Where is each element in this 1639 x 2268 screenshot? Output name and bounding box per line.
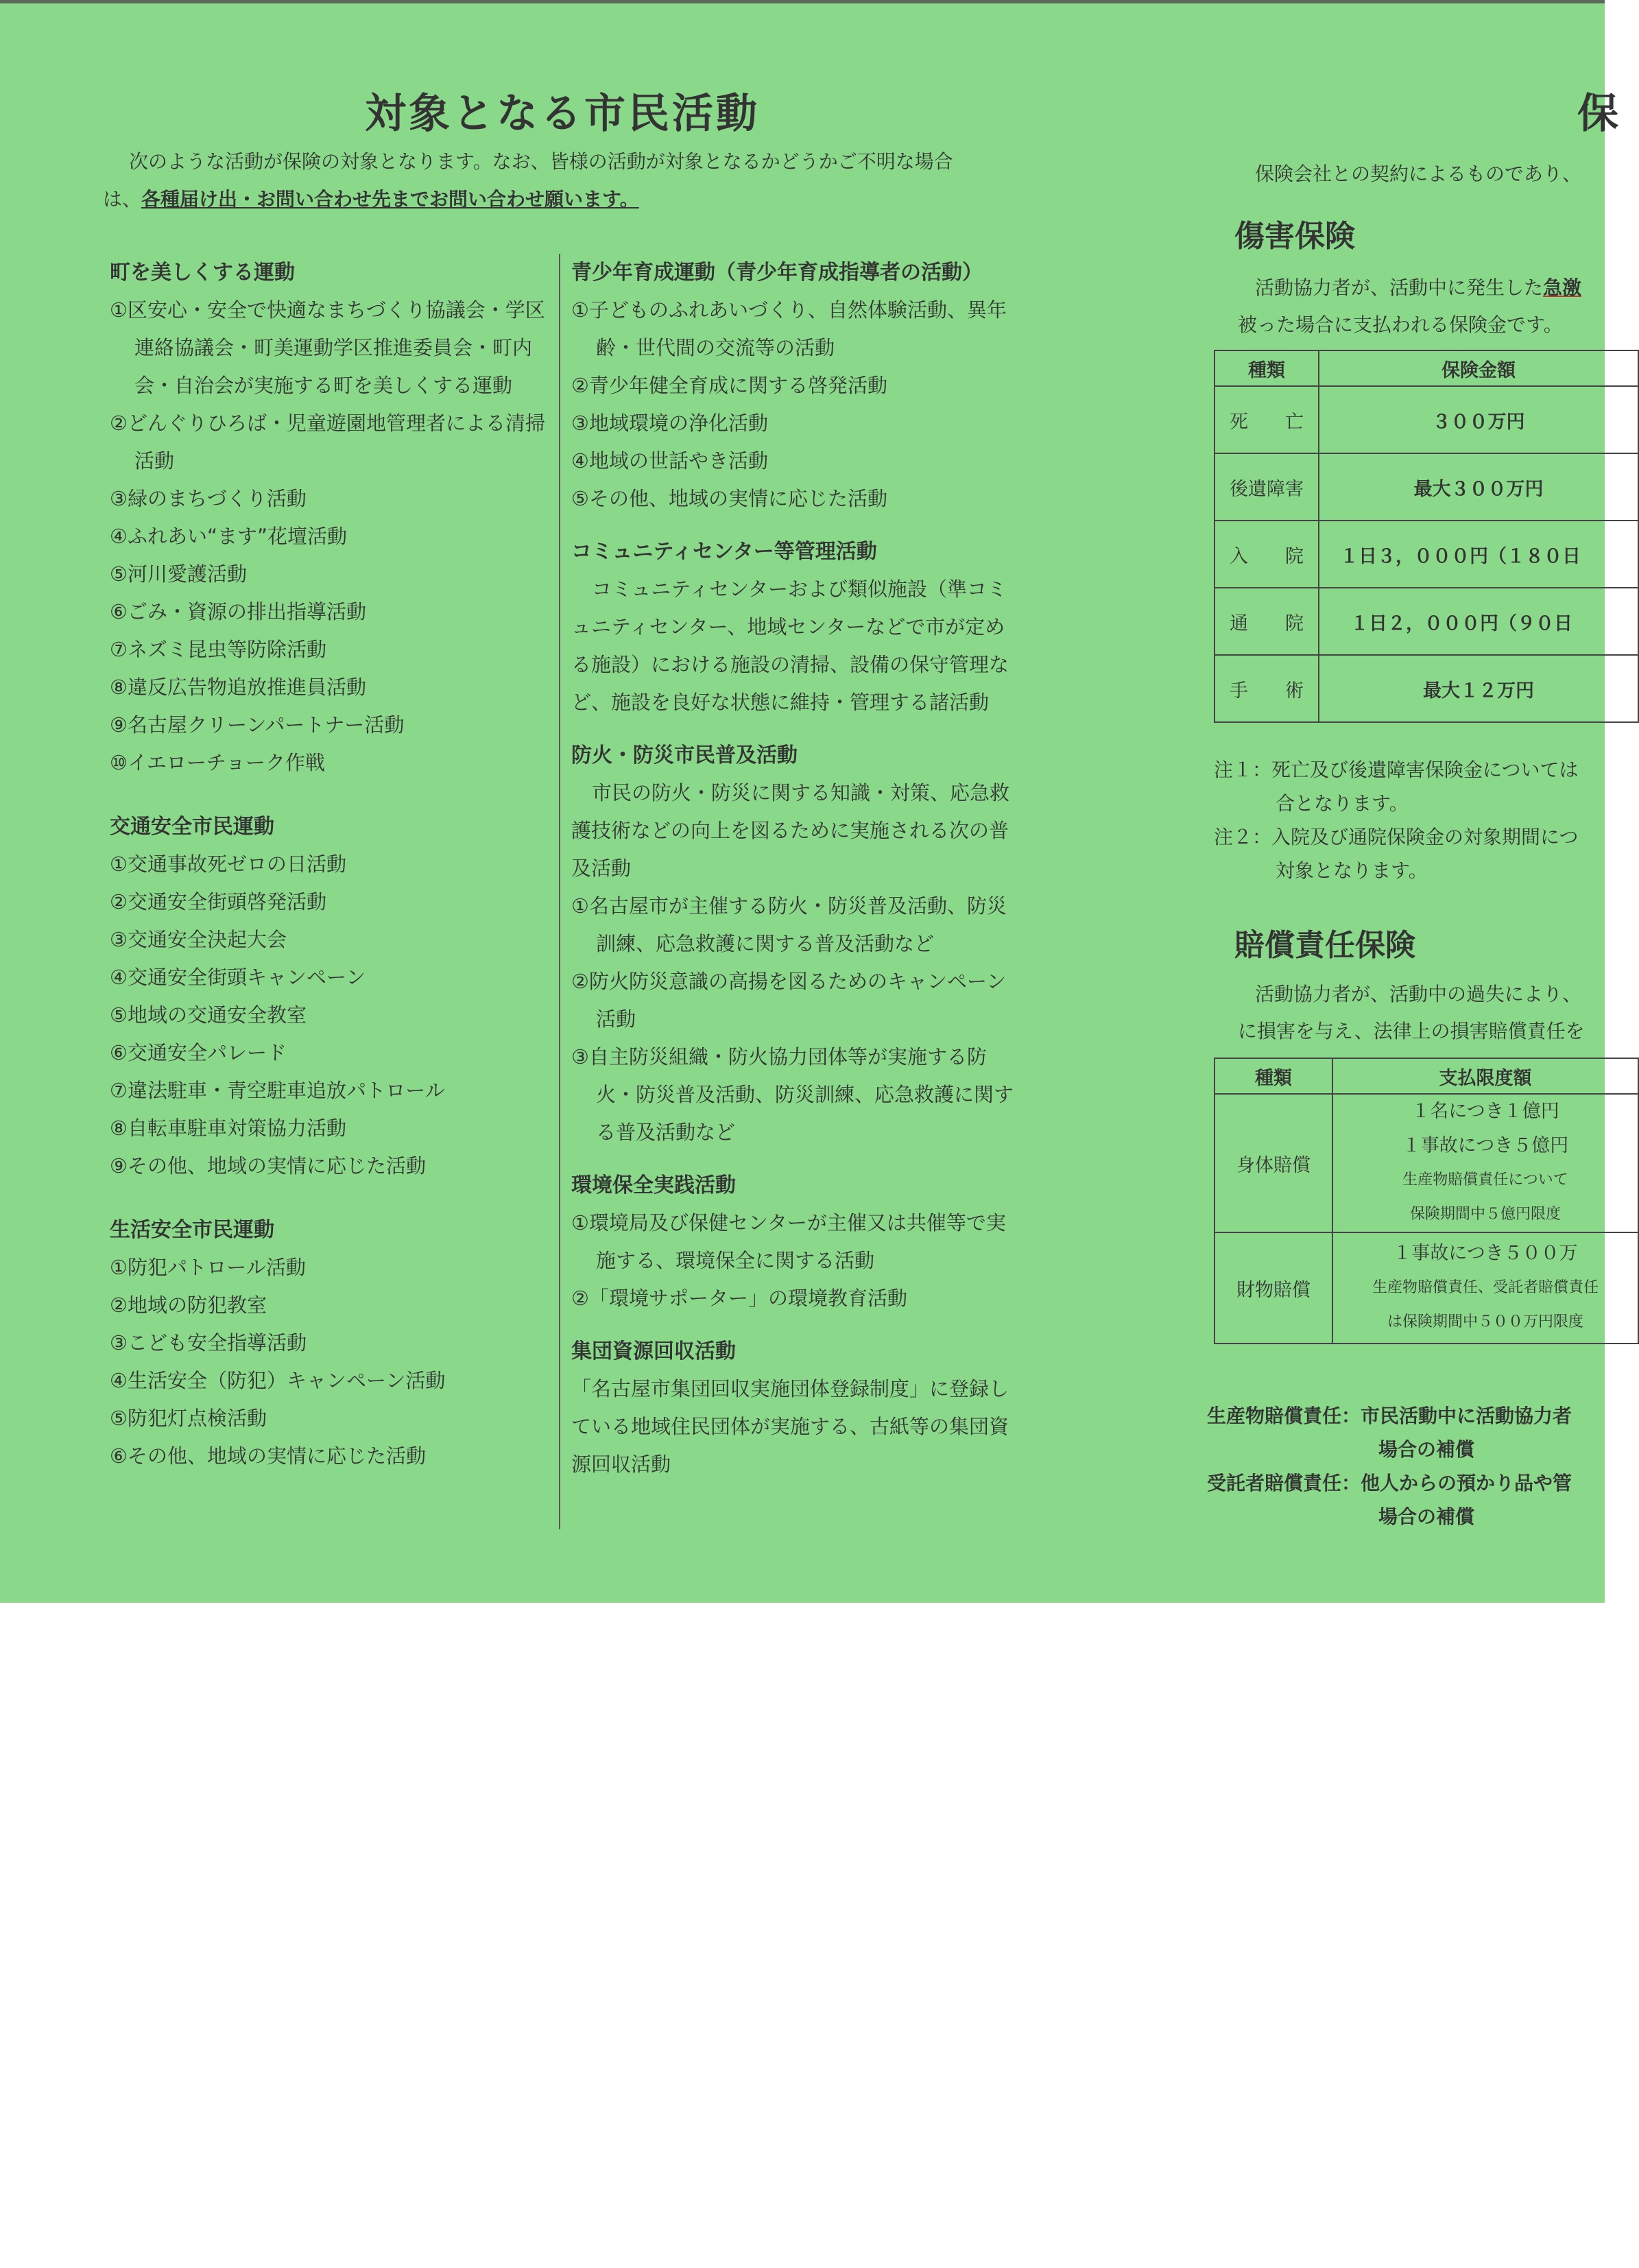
note-1: 注１：死亡及び後遺障害保険金については bbox=[1214, 759, 1579, 781]
section-heading: 町を美しくする運動 bbox=[110, 261, 295, 285]
definition-label: 受託者賠償責任： bbox=[1207, 1472, 1361, 1494]
inquiry-note: 各種届け出・お問い合わせ先までお問い合わせ願います。 bbox=[141, 188, 639, 211]
definition-label: 生産物賠償責任： bbox=[1207, 1405, 1361, 1427]
table-cell: 身体賠償 bbox=[1215, 1094, 1332, 1232]
list-item: ⑤その他、地域の実情に応じた活動 bbox=[571, 487, 887, 510]
list-item: ③こども安全指導活動 bbox=[110, 1331, 307, 1354]
limit-line: 保険期間中５億円限度 bbox=[1409, 1206, 1561, 1223]
list-item: ①交通事故死ゼロの日活動 bbox=[110, 852, 346, 876]
table-row bbox=[1215, 1232, 1638, 1344]
table-cell: ３００万円 bbox=[1319, 386, 1638, 453]
table-row bbox=[1215, 386, 1638, 453]
liability-text-1: 活動協力者が、活動中の過失により、 bbox=[1255, 983, 1582, 1005]
list-item: ⑨その他、地域の実情に応じた活動 bbox=[110, 1154, 426, 1178]
list-item: ⑧違反広告物追放推進員活動 bbox=[110, 676, 366, 699]
injury-insurance-heading: 傷害保険 bbox=[1234, 219, 1355, 254]
injury-text-2: 被った場合に支払われる保険金です。 bbox=[1238, 313, 1563, 336]
insurance-panel bbox=[1207, 0, 1625, 1603]
list-item: ⑩イエローチョーク作戦 bbox=[110, 751, 325, 774]
list-item: ⑥交通安全パレード bbox=[110, 1041, 287, 1064]
activity-column-1 bbox=[110, 254, 555, 1475]
list-item: ①子どものふれあいづくり、自然体験活動、異年齢・世代間の交流等の活動 bbox=[571, 298, 1007, 359]
list-item: ③地域環境の浄化活動 bbox=[571, 411, 768, 435]
note-2: 注２：入院及び通院保険金の対象期間につ bbox=[1214, 826, 1579, 848]
definition-text: 場合の補償 bbox=[1378, 1438, 1475, 1461]
list-item: ②青少年健全育成に関する啓発活動 bbox=[571, 374, 887, 397]
list-item: ②防火防災意識の高揚を図るためのキャンペーン活動 bbox=[571, 970, 1007, 1031]
page-title: 対象となる市民活動 bbox=[365, 90, 760, 138]
definition-text: 市民活動中に活動協力者 bbox=[1361, 1405, 1572, 1427]
table-row bbox=[1215, 453, 1638, 521]
panel-intro: 保険会社との契約によるものであり、 bbox=[1255, 163, 1582, 185]
liability-insurance-heading: 賠償責任保険 bbox=[1234, 928, 1415, 963]
list-item: ①区安心・安全で快適なまちづくり協議会・学区連絡協議会・町美運動学区推進委員会・町内会・自治会が実施する町を美しくする運動 bbox=[110, 298, 545, 397]
list-item: ③自主防災組織・防火協力団体等が実施する防火・防災普及活動、防災訓練、応急救護に関する普及活動など bbox=[571, 1045, 1014, 1144]
table-cell bbox=[1332, 1094, 1638, 1232]
liability-limit-table bbox=[1214, 1058, 1639, 1344]
limit-line: １名につき１億円 bbox=[1411, 1101, 1559, 1122]
table-row bbox=[1215, 655, 1638, 722]
section-heading: 環境保全実践活動 bbox=[571, 1173, 736, 1197]
list-item: ③緑のまちづくり活動 bbox=[110, 487, 307, 510]
intro-line-2a: は、 bbox=[103, 188, 142, 211]
section-heading: 交通安全市民運動 bbox=[110, 815, 274, 839]
section-heading: 防火・防災市民普及活動 bbox=[571, 743, 798, 767]
note-1-cont: 合となります。 bbox=[1276, 792, 1409, 815]
table-cell: 手 術 bbox=[1215, 655, 1319, 722]
section-text: コミュニティセンターおよび類似施設（準コミュニティセンター、地域センターなどで市が定める施設）における施設の清掃、設備の保守管理など、施設を良好な状態に維持・管理する諸活動 bbox=[571, 577, 1009, 714]
limit-line: は保険期間中５００万円限度 bbox=[1387, 1313, 1583, 1330]
section-heading: コミュニティセンター等管理活動 bbox=[571, 540, 877, 564]
limit-line: 生産物賠償責任について bbox=[1402, 1171, 1568, 1189]
list-item: ⑤地域の交通安全教室 bbox=[110, 1003, 307, 1027]
table-cell: １日３，０００円（１８０日 bbox=[1319, 521, 1638, 588]
intro-line-1: 次のような活動が保険の対象となります。なお、皆様の活動が対象となるかどうかご不明な場合 bbox=[129, 150, 953, 173]
injury-text-1a: 活動協力者が、活動中に発生した bbox=[1255, 276, 1544, 299]
section-heading: 集団資源回収活動 bbox=[571, 1339, 736, 1363]
section-text: 「名古屋市集団回収実施団体登録制度」に登録している地域住民団体が実施する、古紙等の集団資源回収活動 bbox=[571, 1377, 1009, 1476]
table-cell: 死 亡 bbox=[1215, 386, 1319, 453]
table-header: 種類 bbox=[1215, 1058, 1332, 1094]
list-item: ④ふれあい“ます”花壇活動 bbox=[110, 525, 348, 548]
table-cell: 後遺障害 bbox=[1215, 453, 1319, 521]
section-heading: 青少年育成運動（青少年育成指導者の活動） bbox=[571, 261, 983, 285]
list-item: ⑧自転車駐車対策協力活動 bbox=[110, 1117, 346, 1140]
liability-text-2: に損害を与え、法律上の損害賠償責任を bbox=[1238, 1020, 1585, 1042]
list-item: ①環境局及び保健センターが主催又は共催等で実施する、環境保全に関する活動 bbox=[571, 1211, 1006, 1272]
list-item: ②どんぐりひろば・児童遊園地管理者による清掃活動 bbox=[110, 411, 545, 473]
list-item: ⑥ごみ・資源の排出指導活動 bbox=[110, 600, 366, 623]
list-item: ④生活安全（防犯）キャンペーン活動 bbox=[110, 1369, 446, 1392]
activity-column-2 bbox=[571, 254, 1024, 1483]
table-cell: １日２，０００円（９０日 bbox=[1319, 588, 1638, 655]
definition-text: 場合の補償 bbox=[1378, 1505, 1475, 1528]
section-heading: 生活安全市民運動 bbox=[110, 1218, 274, 1242]
injury-notes bbox=[1214, 753, 1578, 887]
definition-text: 他人からの預かり品や管 bbox=[1361, 1472, 1572, 1494]
table-cell: 財物賠償 bbox=[1215, 1232, 1332, 1344]
list-item: ⑦違法駐車・青空駐車追放パトロール bbox=[110, 1079, 445, 1102]
list-item: ①名古屋市が主催する防火・防災普及活動、防災訓練、応急救護に関する普及活動など bbox=[571, 894, 1007, 955]
limit-line: 生産物賠償責任、受託者賠償責任 bbox=[1372, 1279, 1599, 1296]
intro-text bbox=[103, 143, 1029, 218]
list-item: ⑦ネズミ昆虫等防除活動 bbox=[110, 638, 326, 661]
table-row bbox=[1215, 588, 1638, 655]
limit-line: １事故につき５００万 bbox=[1393, 1243, 1578, 1264]
table-cell: 入 院 bbox=[1215, 521, 1319, 588]
table-header: 保険金額 bbox=[1319, 350, 1638, 386]
list-item: ②地域の防犯教室 bbox=[110, 1293, 267, 1317]
list-item: ②「環境サポーター」の環境教育活動 bbox=[571, 1287, 907, 1310]
section-text: 市民の防火・防災に関する知識・対策、応急救護技術などの向上を図るために実施される次の普及活動 bbox=[571, 781, 1010, 880]
list-item: ③交通安全決起大会 bbox=[110, 928, 287, 951]
injury-text-1b: 急激 bbox=[1543, 276, 1582, 299]
table-cell: 最大１２万円 bbox=[1319, 655, 1638, 722]
limit-line: １事故につき５億円 bbox=[1402, 1135, 1569, 1156]
note-2-cont: 対象となります。 bbox=[1276, 859, 1428, 882]
list-item: ⑨名古屋クリーンパートナー活動 bbox=[110, 713, 405, 737]
injury-text-1 bbox=[1255, 273, 1581, 300]
table-row bbox=[1215, 1094, 1638, 1232]
list-item: ⑤防犯灯点検活動 bbox=[110, 1407, 267, 1430]
injury-benefit-table bbox=[1214, 350, 1639, 723]
list-item: ②交通安全街頭啓発活動 bbox=[110, 890, 326, 914]
table-header: 支払限度額 bbox=[1332, 1058, 1638, 1094]
list-item: ⑥その他、地域の実情に応じた活動 bbox=[110, 1444, 426, 1468]
table-cell: 最大３００万円 bbox=[1319, 453, 1638, 521]
liability-definitions bbox=[1207, 1399, 1572, 1533]
table-header: 種類 bbox=[1215, 350, 1319, 386]
list-item: ④地域の世話やき活動 bbox=[571, 449, 768, 473]
table-cell bbox=[1332, 1232, 1638, 1344]
list-item: ④交通安全街頭キャンペーン bbox=[110, 966, 366, 989]
panel-title-fragment: 保 bbox=[1577, 90, 1618, 138]
list-item: ⑤河川愛護活動 bbox=[110, 562, 247, 586]
list-item: ①防犯パトロール活動 bbox=[110, 1256, 306, 1279]
table-row bbox=[1215, 521, 1638, 588]
table-cell: 通 院 bbox=[1215, 588, 1319, 655]
column-divider bbox=[559, 254, 560, 1529]
